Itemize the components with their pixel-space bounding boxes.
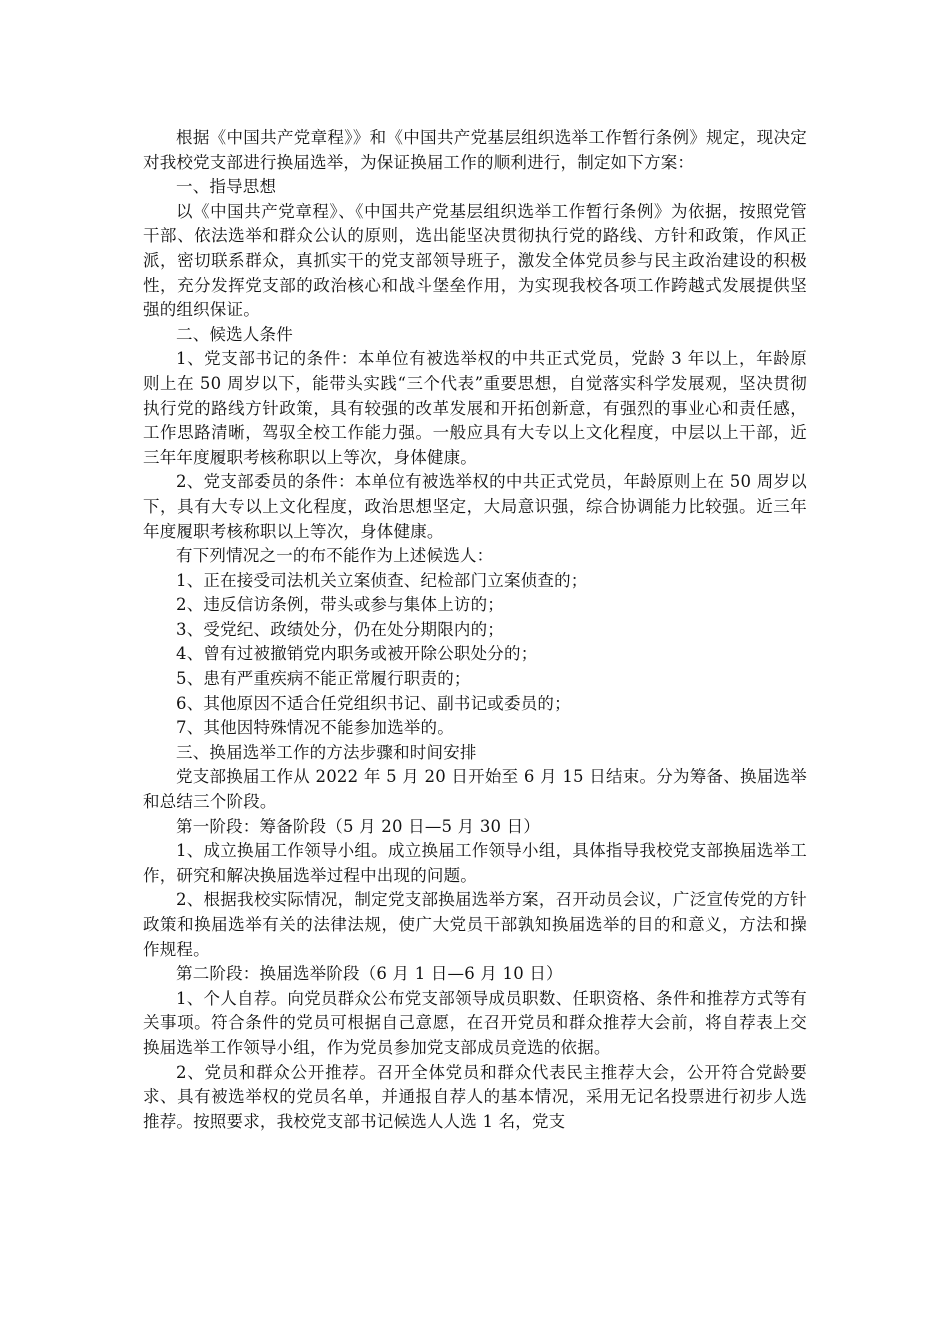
disqualification-item-1: 1、正在接受司法机关立案侦查、纪检部门立案侦查的； xyxy=(176,570,588,590)
phase-one-heading: 第一阶段：筹备阶段（5 月 20 日—5 月 30 日） xyxy=(176,816,541,836)
section-heading-candidate-conditions: 二、候选人条件 xyxy=(176,324,293,344)
guiding-thought-paragraph: 以《中国共产党章程》、《中国共产党基层组织选举工作暂行条例》为依据，按照党管干部、依法选举和群众公认的原则，选出能坚决贯彻执行党的路线、方针和政策，作风正派，密切联系群众，真抓实干的党支部领导班子，激发全体党员参与民主政治建设的积极性，充分发挥党支部的政治核心和战斗堡垒作用，为实现我校各项工作跨越式发展提供坚强的组织保证。 xyxy=(143,201,807,320)
phase-one-item-2: 2、根据我校实际情况，制定党支部换届选举方案，召开动员会议，广泛宣传党的方针政策和换届选举有关的法律法规，使广大党员干部孰知换届选举的目的和意义，方法和操作规程。 xyxy=(143,890,807,959)
committee-conditions-paragraph: 2、党支部委员的条件：本单位有被选举权的中共正式党员，年龄原则上在 50 周岁以下，具有大专以上文化程度，政治思想坚定，大局意识强，综合协调能力比较强。近三年年度履职考核称职以上等次，身体健康。 xyxy=(143,472,807,541)
phase-two-item-2: 2、党员和群众公开推荐。召开全体党员和群众代表民主推荐大会，公开符合党龄要求、具有被选举权的党员名单，并通报自荐人的基本情况，采用无记名投票进行初步人选推荐。按照要求，我校党支部书记候选人人选 1 名，党支 xyxy=(143,1062,807,1131)
intro-paragraph: 根据《中国共产党章程》》和《中国共产党基层组织选举工作暂行条例》规定，现决定对我校党支部进行换届选举，为保证换届工作的顺利进行，制定如下方案： xyxy=(143,128,807,172)
disqualification-item-7: 7、其他因特殊情况不能参加选举的。 xyxy=(176,718,454,738)
disqualification-item-3: 3、受党纪、政绩处分，仍在处分期限内的； xyxy=(176,619,504,639)
disqualification-item-2: 2、违反信访条例，带头或参与集体上访的； xyxy=(176,595,504,615)
phase-two-heading: 第二阶段：换届选举阶段（6 月 1 日—6 月 10 日） xyxy=(176,964,563,984)
schedule-overview-paragraph: 党支部换届工作从 2022 年 5 月 20 日开始至 6 月 15 日结束。分为筹备、换届选举和总结三个阶段。 xyxy=(143,767,807,812)
disqualification-item-4: 4、曾有过被撤销党内职务或被开除公职处分的； xyxy=(176,644,538,664)
disqualification-intro: 有下列情况之一的布不能作为上述候选人： xyxy=(176,546,494,566)
secretary-conditions-paragraph: 1、党支部书记的条件：本单位有被选举权的中共正式党员，党龄 3 年以上，年龄原则上在 50 周岁以下，能带头实践“三个代表”重要思想，自觉落实科学发展观，坚决贯彻执行党的路线方针政策，具有较强的改革发展和开拓创新意，有强烈的事业心和责任感，工作思路清晰，驾驭全校工作能力强。一般应具有大专以上文化程度，中层以上干部，近三年年度履职考核称职以上等次，身体健康。 xyxy=(143,349,807,467)
section-heading-schedule: 三、换届选举工作的方法步骤和时间安排 xyxy=(176,742,477,762)
section-heading-guiding-thought: 一、指导思想 xyxy=(176,177,277,197)
phase-one-item-1: 1、成立换届工作领导小组。成立换届工作领导小组，具体指导我校党支部换届选举工作，研究和解决换届选举过程中出现的问题。 xyxy=(143,841,807,885)
phase-two-item-1: 1、个人自荐。向党员群众公布党支部领导成员职数、任职资格、条件和推荐方式等有关事项。符合条件的党员可根据自己意愿，在召开党员和群众推荐大会前，将自荐表上交换届选举工作领导小组，作为党员参加党支部成员竞选的依据。 xyxy=(143,988,807,1057)
document-body xyxy=(143,126,807,1134)
disqualification-item-6: 6、其他原因不适合任党组织书记、副书记或委员的； xyxy=(176,693,571,713)
disqualification-item-5: 5、患有严重疾病不能正常履行职责的； xyxy=(176,669,471,689)
